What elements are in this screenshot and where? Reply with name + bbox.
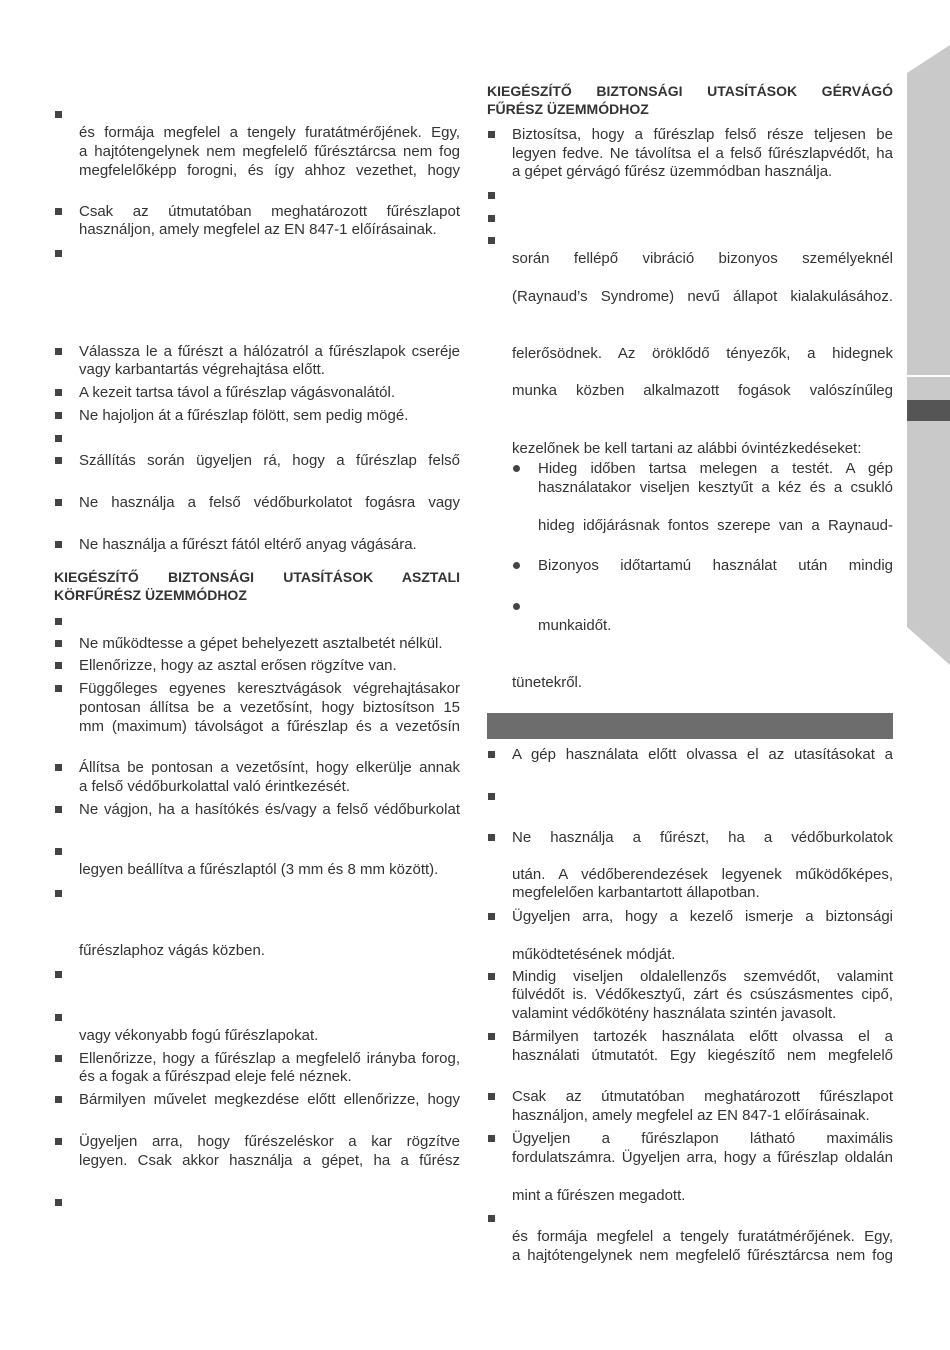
text-line: Ne használja a felső védőburkolatot fogásra vagy <box>79 494 460 511</box>
text-line: Állítsa be pontosan a vezetősínt, hogy elkerülje annak <box>79 759 460 776</box>
square-bullet <box>55 640 62 647</box>
text-line: és formája megfelel a tengely furatátmérőjének. Egy, <box>79 124 460 141</box>
text-line: Hideg időben tartsa melegen a testét. A gép <box>538 460 893 477</box>
text-line: Válassza le a fűrészt a hálózatról a fűrészlapok cseréje <box>79 343 460 360</box>
text-line: Ne működtesse a gépet behelyezett asztalbetét nélkül. <box>79 635 443 652</box>
square-bullet <box>55 848 62 855</box>
text-line: Bármilyen tartozék használata előtt olvassa el a <box>512 1028 893 1045</box>
square-bullet <box>488 1033 495 1040</box>
text-line: és formája megfelel a tengely furatátmérőjének. Egy, <box>512 1228 893 1245</box>
section-heading: FŰRÉSZ ÜZEMMÓDHOZ <box>487 101 649 117</box>
square-bullet <box>488 1135 495 1142</box>
square-bullet <box>55 1199 62 1206</box>
square-bullet <box>55 971 62 978</box>
round-bullet <box>513 562 520 569</box>
text-line: mint a fűrészen megadott. <box>512 1187 686 1204</box>
text-line: Csak az útmutatóban meghatározott fűrészlapot <box>512 1088 893 1105</box>
text-line: a gépet gérvágó fűrész üzemmódban használja. <box>512 163 833 180</box>
square-bullet <box>55 662 62 669</box>
square-bullet <box>55 389 62 396</box>
text-line: A kezeit tartsa távol a fűrészlap vágásvonalától. <box>79 384 396 401</box>
section-heading: KIEGÉSZÍTŐ BIZTONSÁGI UTASÍTÁSOK ASZTALI <box>54 569 460 585</box>
square-bullet <box>55 1138 62 1145</box>
square-bullet <box>55 435 62 442</box>
text-line: hideg időjárásnak fontos szerepe van a Raynaud- <box>538 517 893 534</box>
text-line: legyen beállítva a fűrészlaptól (3 mm és 8 mm között). <box>79 861 439 878</box>
square-bullet <box>55 618 62 625</box>
square-bullet <box>55 348 62 355</box>
square-bullet <box>488 751 495 758</box>
text-line: során fellépő vibráció bizonyos személyeknél <box>512 250 893 267</box>
text-line: Ellenőrizze, hogy a fűrészlap a megfelelő irányba forog, <box>79 1050 460 1067</box>
text-line: pontosan állítsa be a vezetősínt, hogy biztosítson 15 <box>79 699 460 716</box>
square-bullet <box>55 890 62 897</box>
square-bullet <box>488 237 495 244</box>
round-bullet <box>513 603 520 610</box>
text-line: legyen. Csak akkor használja a gépet, ha a fűrész <box>79 1152 460 1169</box>
text-line: Függőleges egyenes keresztvágások végrehajtásakor <box>79 680 460 697</box>
text-line: Ellenőrizze, hogy az asztal erősen rögzítve van. <box>79 657 397 674</box>
square-bullet <box>55 1014 62 1021</box>
square-bullet <box>55 1055 62 1062</box>
text-line: Mindig viseljen oldalellenzős szemvédőt, valamint <box>512 968 893 985</box>
text-line: Ne vágjon, ha a hasítókés és/vagy a felső védőburkolat <box>79 801 460 818</box>
text-line: fülvédőt is. Védőkesztyű, zárt és csúszásmentes cipő, <box>512 986 893 1003</box>
text-line: munkaidőt. <box>538 617 612 634</box>
text-line: Ne használja a fűrészt, ha a védőburkolatok <box>512 829 893 846</box>
square-bullet <box>55 412 62 419</box>
square-bullet <box>488 215 495 222</box>
square-bullet <box>488 192 495 199</box>
text-line: fordulatszámra. Ügyeljen arra, hogy a fűrészlap oldalán <box>512 1149 893 1166</box>
text-line: és a fogak a fűrészpad eleje felé néznek. <box>79 1068 352 1085</box>
text-line: Ügyeljen arra, hogy a kezelő ismerje a biztonsági <box>512 908 893 925</box>
section-heading: KÖRFŰRÉSZ ÜZEMMÓDHOZ <box>54 587 247 603</box>
square-bullet <box>488 973 495 980</box>
page-edge-tab <box>900 0 950 700</box>
square-bullet <box>55 806 62 813</box>
text-line: a hajtótengelynek nem megfelelő fűrésztárcsa nem fog <box>512 1247 893 1264</box>
square-bullet <box>488 1093 495 1100</box>
text-line: felerősödnek. Az öröklődő tényezők, a hidegnek <box>512 345 893 362</box>
text-line: a hajtótengelynek nem megfelelő fűrésztárcsa nem fog <box>79 143 460 160</box>
text-line: A gép használata előtt olvassa el az utasításokat a <box>512 746 893 763</box>
text-line: használjon, amely megfelel az EN 847-1 előírásainak. <box>512 1107 870 1124</box>
text-line: fűrészlaphoz vágás közben. <box>79 942 265 959</box>
section-heading: KIEGÉSZÍTŐ BIZTONSÁGI UTASÍTÁSOK GÉRVÁGÓ <box>487 83 893 99</box>
text-line: tünetekről. <box>512 674 583 691</box>
text-line: (Raynaud’s Syndrome) nevű állapot kialakulásához. <box>512 288 893 305</box>
text-line: munka közben alkalmazott fogások valószínűleg <box>512 382 893 399</box>
square-bullet <box>55 499 62 506</box>
text-line: megfelelőképp forogni, és így ahhoz vezethet, hogy <box>79 162 460 179</box>
square-bullet <box>55 1096 62 1103</box>
text-line: megfelelően karbantartott állapotban. <box>512 884 760 901</box>
text-line: vagy karbantartás végrehajtása előtt. <box>79 361 325 378</box>
square-bullet <box>55 685 62 692</box>
text-line: Ügyeljen arra, hogy fűrészeléskor a kar rögzítve <box>79 1133 460 1150</box>
text-line: valamint védőkötény használata szintén javasolt. <box>512 1005 837 1022</box>
text-line: használatakor viseljen kesztyűt a kéz és a csukló <box>538 479 893 496</box>
round-bullet <box>513 465 520 472</box>
square-bullet <box>55 457 62 464</box>
section-header-bar <box>487 713 893 739</box>
text-line: kezelőnek be kell tartani az alábbi óvintézkedéseket: <box>512 440 862 457</box>
square-bullet <box>488 131 495 138</box>
square-bullet <box>55 541 62 548</box>
text-line: Csak az útmutatóban meghatározott fűrészlapot <box>79 203 460 220</box>
text-line: Ügyeljen a fűrészlapon látható maximális <box>512 1130 893 1147</box>
text-line: Szállítás során ügyeljen rá, hogy a fűrészlap felső <box>79 452 460 469</box>
square-bullet <box>55 208 62 215</box>
text-line: Bármilyen művelet megkezdése előtt ellenőrizze, hogy <box>79 1091 460 1108</box>
text-line: Ne hajoljon át a fűrészlap fölött, sem pedig mögé. <box>79 407 409 424</box>
text-line: után. A védőberendezések legyenek működőképes, <box>512 866 893 883</box>
text-line: Ne használja a fűrészt fától eltérő anyag vágására. <box>79 536 417 553</box>
text-line: használati útmutatót. Egy kiegészítő nem megfelelő <box>512 1047 893 1064</box>
square-bullet <box>488 1215 495 1222</box>
text-line: vagy vékonyabb fogú fűrészlapokat. <box>79 1027 319 1044</box>
text-line: használjon, amely megfelel az EN 847-1 előírásainak. <box>79 221 437 238</box>
text-line: mm (maximum) távolságot a fűrészlap és a vezetősín <box>79 718 460 735</box>
text-line: Biztosítsa, hogy a fűrészlap felső része teljesen be <box>512 126 893 143</box>
text-line: a felső védőburkolattal való érintkezését. <box>79 778 350 795</box>
square-bullet <box>55 250 62 257</box>
square-bullet <box>488 834 495 841</box>
square-bullet <box>55 764 62 771</box>
text-line: Bizonyos időtartamú használat után mindig <box>538 557 893 574</box>
text-line: működtetésének módját. <box>512 946 676 963</box>
square-bullet <box>55 111 62 118</box>
text-line: legyen fedve. Ne távolítsa el a felső fűrészlapvédőt, ha <box>512 145 893 162</box>
square-bullet <box>488 793 495 800</box>
square-bullet <box>488 913 495 920</box>
